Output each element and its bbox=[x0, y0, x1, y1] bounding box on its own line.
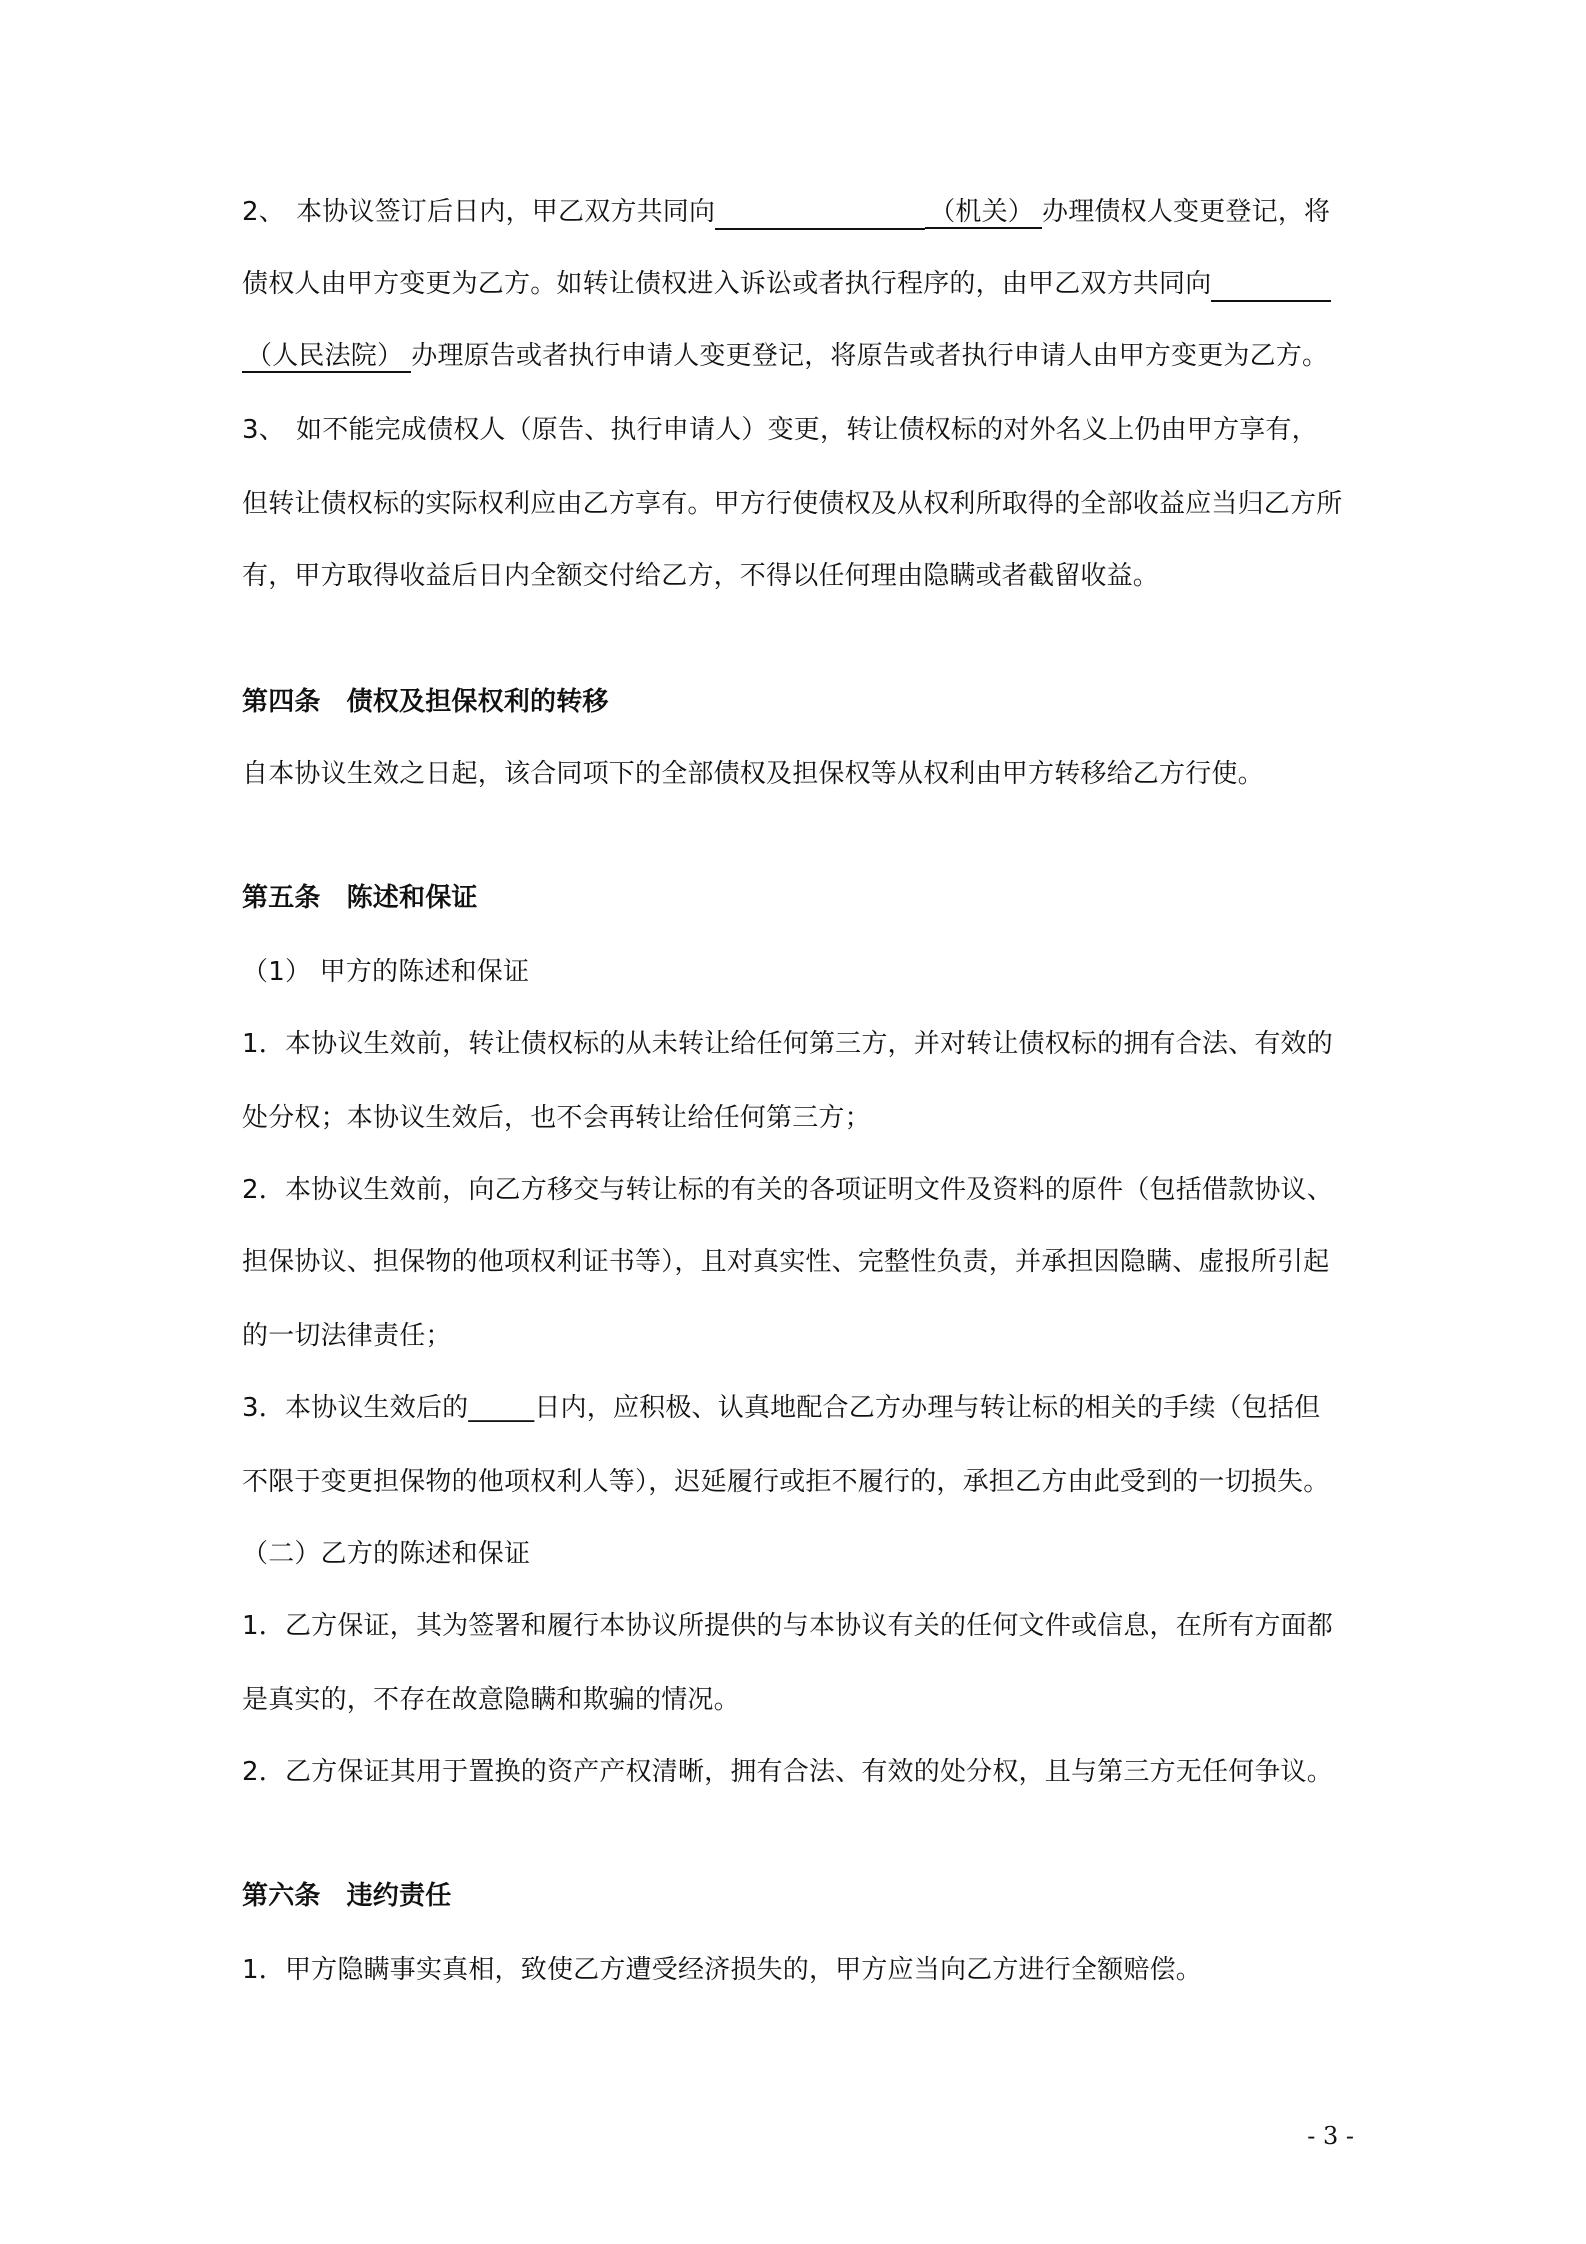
clause-4-label: 第四条 bbox=[242, 687, 321, 717]
clause-6-label: 第六条 bbox=[242, 1881, 321, 1911]
item-2-text-c: 债权人由甲方变更为乙方。如转让债权进入诉讼或者执行程序的，由甲乙双方共同向 bbox=[242, 269, 1212, 299]
party-b-point-1-line-1: 1．乙方保证，其为签署和履行本协议所提供的与本协议有关的任何文件或信息，在所有方面都 bbox=[242, 1611, 1333, 1641]
party-b-subheading: （二）乙方的陈述和保证 bbox=[242, 1539, 531, 1569]
clause-5-heading bbox=[242, 880, 478, 916]
item-3-text-a: 如不能完成债权人（原告、执行申请人）变更，转让债权标的对外名义上仍由甲方享有， bbox=[296, 415, 1318, 445]
party-a-point-2-line-2: 担保协议、担保物的他项权利证书等），且对真实性、完整性负责，并承担因隐瞒、虚报所引起 bbox=[242, 1247, 1330, 1277]
party-b-point-2: 2．乙方保证其用于置换的资产产权清晰，拥有合法、有效的处分权，且与第三方无任何争议。 bbox=[242, 1757, 1333, 1787]
clause-4-title: 债权及担保权利的转移 bbox=[346, 687, 609, 717]
item-3-line-2: 但转让债权标的实际权利应由乙方享有。甲方行使债权及从权利所取得的全部收益应当归乙方所 bbox=[242, 489, 1343, 519]
clause-5-title: 陈述和保证 bbox=[346, 883, 478, 913]
party-a-point-3-line-2: 不限于变更担保物的他项权利人等），迟延履行或拒不履行的，承担乙方由此受到的一切损失。 bbox=[242, 1467, 1330, 1497]
item-3-line-1 bbox=[242, 412, 1318, 448]
item-3-line-3: 有，甲方取得收益后日内全额交付给乙方，不得以任何理由隐瞒或者截留收益。 bbox=[242, 561, 1160, 591]
page-number: - 3 - bbox=[1307, 2122, 1354, 2150]
clause-4-heading bbox=[242, 684, 609, 720]
clause-4-body: 自本协议生效之日起，该合同项下的全部债权及担保权等从权利由甲方转移给乙方行使。 bbox=[242, 759, 1264, 789]
item-2-line-3 bbox=[242, 338, 1328, 374]
item-2-text-b: 办理债权人变更登记，将 bbox=[1042, 197, 1331, 227]
party-a-subheading: （1） 甲方的陈述和保证 bbox=[242, 957, 530, 987]
agency-blank bbox=[715, 198, 925, 230]
party-a-point-1-line-2: 处分权；本协议生效后，也不会再转让给任何第三方； bbox=[242, 1103, 871, 1133]
clause-6-title: 违约责任 bbox=[346, 1881, 452, 1911]
clause-5-label: 第五条 bbox=[242, 883, 321, 913]
party-b-point-1-line-2: 是真实的，不存在故意隐瞒和欺骗的情况。 bbox=[242, 1685, 740, 1715]
item-2-number: 2、 bbox=[242, 197, 285, 227]
agency-label: （机关） bbox=[925, 197, 1042, 229]
item-2-line-2 bbox=[242, 266, 1331, 302]
item-3-number: 3、 bbox=[242, 415, 285, 445]
court-label: （人民法院） bbox=[242, 341, 411, 373]
item-2-line-1 bbox=[242, 194, 1330, 230]
item-2-text-d: 办理原告或者执行申请人变更登记，将原告或者执行申请人由甲方变更为乙方。 bbox=[411, 341, 1329, 371]
court-blank bbox=[1211, 270, 1331, 302]
item-2-text-a: 本协议签订后日内，甲乙双方共同向 bbox=[296, 197, 716, 227]
party-a-point-1-line-1: 1．本协议生效前，转让债权标的从未转让给任何第三方，并对转让债权标的拥有合法、有效的 bbox=[242, 1029, 1333, 1059]
party-a-point-2-line-1: 2．本协议生效前，向乙方移交与转让标的有关的各项证明文件及资料的原件（包括借款协议、 bbox=[242, 1175, 1333, 1205]
party-a-point-3-line-1: 3．本协议生效后的_____日内，应积极、认真地配合乙方办理与转让标的相关的手续（包括但 bbox=[242, 1393, 1321, 1423]
party-a-point-2-line-3: 的一切法律责任； bbox=[242, 1321, 452, 1351]
clause-6-heading bbox=[242, 1878, 451, 1914]
clause-6-point-1: 1．甲方隐瞒事实真相，致使乙方遭受经济损失的，甲方应当向乙方进行全额赔偿。 bbox=[242, 1955, 1202, 1985]
